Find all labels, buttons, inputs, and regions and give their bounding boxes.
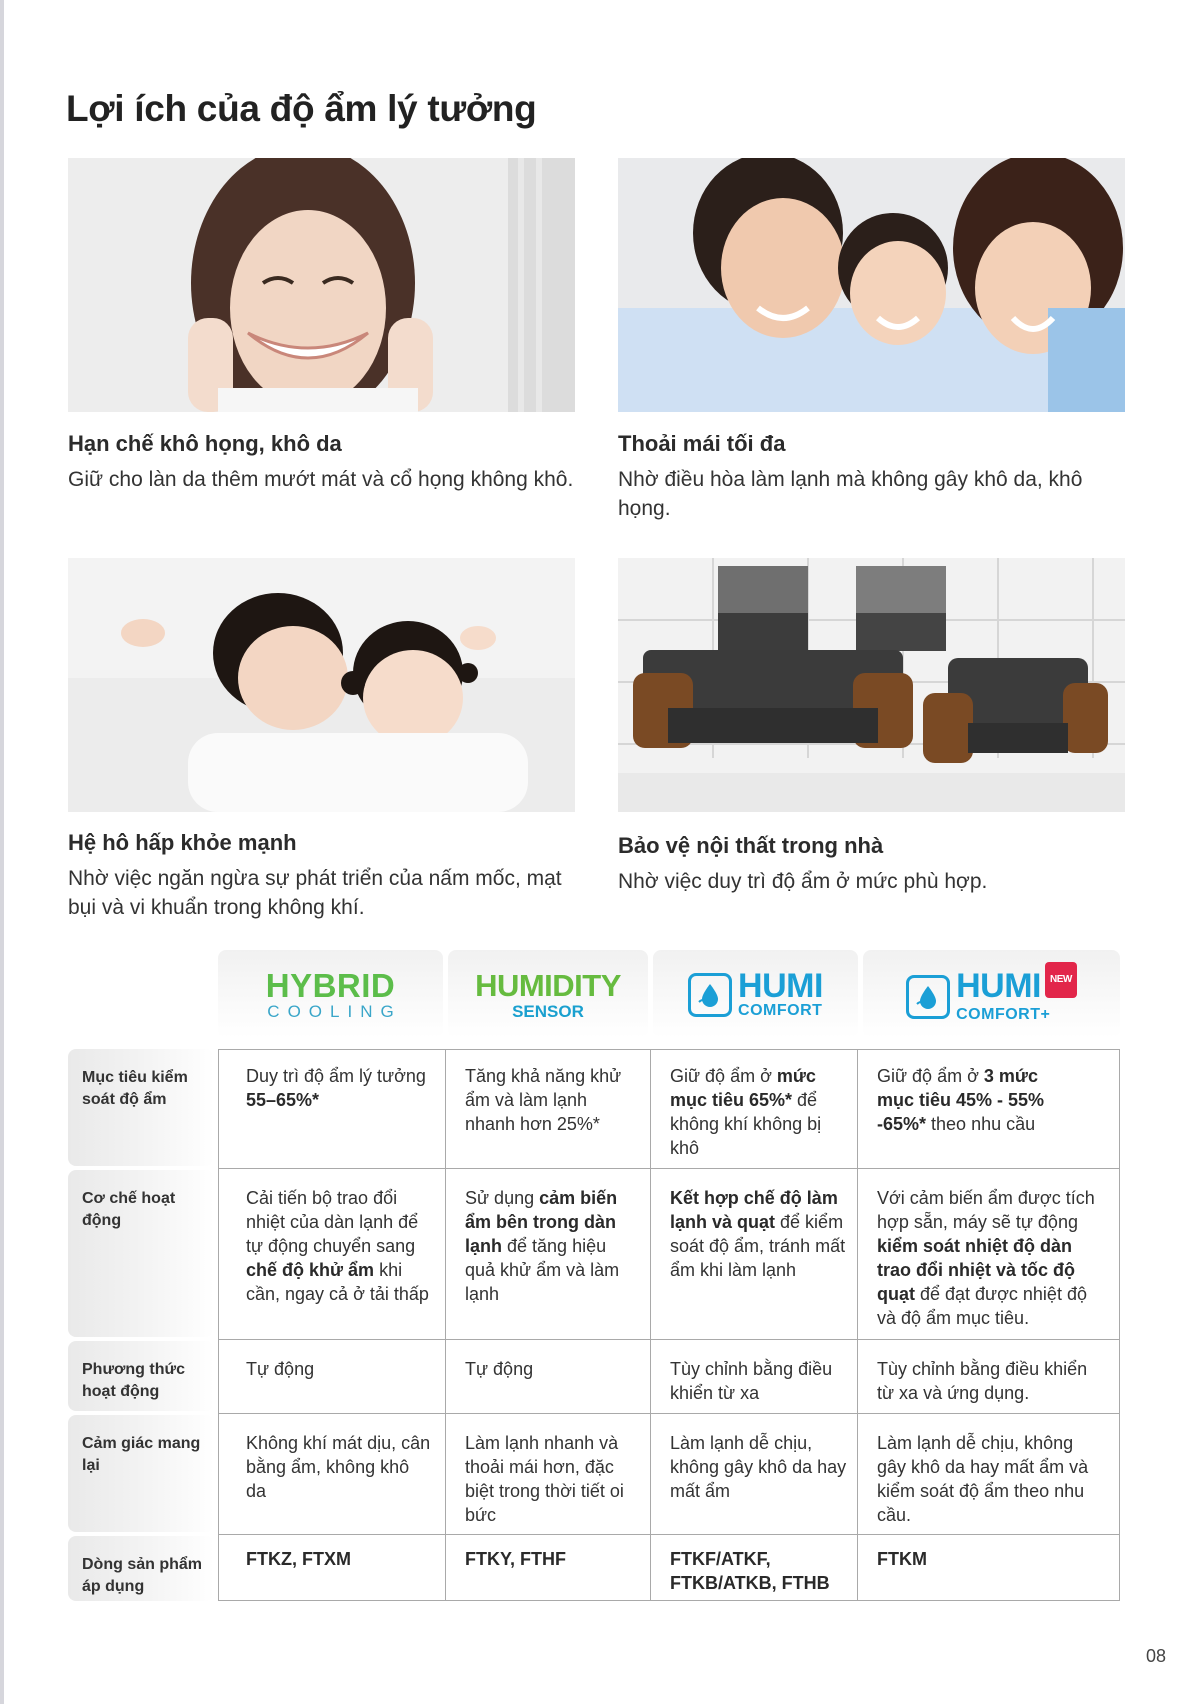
humi-logo-main: HUMI — [738, 967, 823, 1005]
row-label-humidity-target: Mục tiêu kiểm soát độ ẩm — [68, 1049, 214, 1166]
table-cell: Duy trì độ ẩm lý tưởng 55–65%* — [246, 1066, 426, 1110]
row-label-operation-mode: Phương thức hoạt động — [68, 1341, 214, 1411]
humi-plus-logo-main: HUMI — [956, 967, 1042, 1005]
humi-plus-logo-sub: COMFORT+ — [956, 1006, 1051, 1023]
water-drop-icon — [906, 975, 950, 1019]
table-divider — [218, 1534, 1120, 1535]
benefit-title-furniture: Bảo vệ nội thất trong nhà — [618, 833, 884, 858]
benefit-title-respiratory: Hệ hô hấp khỏe mạnh — [68, 830, 297, 855]
table-cell: Tự động — [246, 1359, 315, 1379]
table-cell: FTKF/ATKF, FTKB/ATKB, FTHB — [670, 1549, 830, 1593]
new-badge: NEW — [1045, 962, 1077, 998]
table-cell: Tùy chỉnh bằng điều khiển từ xa và ứng dụng. — [877, 1359, 1088, 1403]
table-cell: Cải tiến bộ trao đổi nhiệt của dàn lạnh để tự động chuyển sang chế độ khử ẩm khi cần, ngay cả ở tải thấp — [246, 1188, 429, 1304]
humi-comfort-plus-logo — [863, 950, 1120, 1038]
table-divider — [445, 1049, 446, 1601]
family-photo — [618, 158, 1125, 412]
table-cell: Kết hợp chế độ làm lạnh và quạt để kiểm soát độ ẩm, tránh mất ẩm khi làm lạnh — [670, 1188, 846, 1280]
benefit-desc-comfort: Nhờ điều hòa làm lạnh mà không gây khô da, khô họng. — [618, 468, 1083, 520]
table-cell: Sử dụng cảm biến ẩm bên trong dàn lạnh để tăng hiệu quả khử ẩm và làm lạnh — [465, 1188, 620, 1304]
hybrid-logo-main: HYBRID — [265, 967, 396, 1004]
humidity-sensor-logo — [448, 950, 648, 1038]
woman-smiling-photo — [68, 158, 575, 412]
table-cell: Không khí mát dịu, cân bằng ẩm, không khô da — [246, 1433, 431, 1501]
table-divider — [218, 1413, 1120, 1414]
benefit-desc-throat-skin: Giữ cho làn da thêm mướt mát và cổ họng không khô. — [68, 468, 574, 491]
benefit-title-comfort: Thoải mái tối đa — [618, 431, 786, 456]
hybrid-logo-sub: COOLING — [267, 1002, 402, 1021]
benefit-desc-furniture: Nhờ việc duy trì độ ẩm ở mức phù hợp. — [618, 870, 988, 893]
table-cell: Làm lạnh dễ chịu, không gây khô da hay mất ẩm và kiểm soát độ ẩm theo nhu cầu. — [877, 1433, 1089, 1525]
page-edge-line — [0, 0, 4, 1704]
table-divider — [218, 1339, 1120, 1340]
table-cell: FTKY, FTHF — [465, 1549, 566, 1569]
table-divider — [857, 1049, 858, 1601]
table-divider — [218, 1168, 1120, 1169]
humi-logo-sub: COMFORT — [738, 1002, 823, 1019]
page-number: 08 — [1145, 1646, 1166, 1666]
table-cell: FTKM — [877, 1549, 927, 1569]
water-drop-icon — [688, 973, 732, 1017]
humi-comfort-logo — [653, 950, 858, 1038]
row-label-feeling: Cảm giác mang lại — [68, 1415, 214, 1532]
table-cell: Với cảm biến ẩm được tích hợp sẵn, máy sẽ tự động kiểm soát nhiệt độ dàn trao đổi nhiệt và tốc độ quạt để đạt được nhiệt độ và độ ẩm mục tiêu. — [877, 1188, 1095, 1328]
row-label-product-lines: Dòng sản phẩm áp dụng — [68, 1536, 214, 1601]
table-cell: Tăng khả năng khử ẩm và làm lạnh nhanh hơn 25%* — [465, 1066, 622, 1134]
table-cell: Làm lạnh nhanh và thoải mái hơn, đặc biệt trong thời tiết oi bức — [465, 1433, 624, 1525]
sofa-interior-photo — [618, 558, 1125, 812]
sleeping-children-photo — [68, 558, 575, 812]
hybrid-cooling-logo — [218, 950, 443, 1038]
table-cell: Giữ độ ẩm ở 3 mức mục tiêu 45% - 55% -65%* theo nhu cầu — [877, 1066, 1045, 1134]
humidity-logo-sub: SENSOR — [512, 1002, 584, 1021]
table-cell: FTKZ, FTXM — [246, 1549, 351, 1569]
row-label-mechanism: Cơ chế hoạt động — [68, 1170, 214, 1337]
page-title: Lợi ích của độ ẩm lý tưởng — [66, 88, 537, 129]
table-cell: Làm lạnh dễ chịu, không gây khô da hay mất ẩm — [670, 1433, 847, 1501]
table-cell: Giữ độ ẩm ở mức mục tiêu 65%* để không khí không bị khô — [670, 1066, 822, 1158]
table-cell: Tùy chỉnh bằng điều khiển từ xa — [670, 1359, 833, 1403]
table-cell: Tự động — [465, 1359, 534, 1379]
humidity-logo-main: HUMIDITY — [475, 968, 621, 1003]
benefit-title-throat-skin: Hạn chế khô họng, khô da — [68, 431, 342, 456]
table-divider — [650, 1049, 651, 1601]
benefit-desc-respiratory: Nhờ việc ngăn ngừa sự phát triển của nấm mốc, mạt bụi và vi khuẩn trong không khí. — [68, 867, 562, 919]
